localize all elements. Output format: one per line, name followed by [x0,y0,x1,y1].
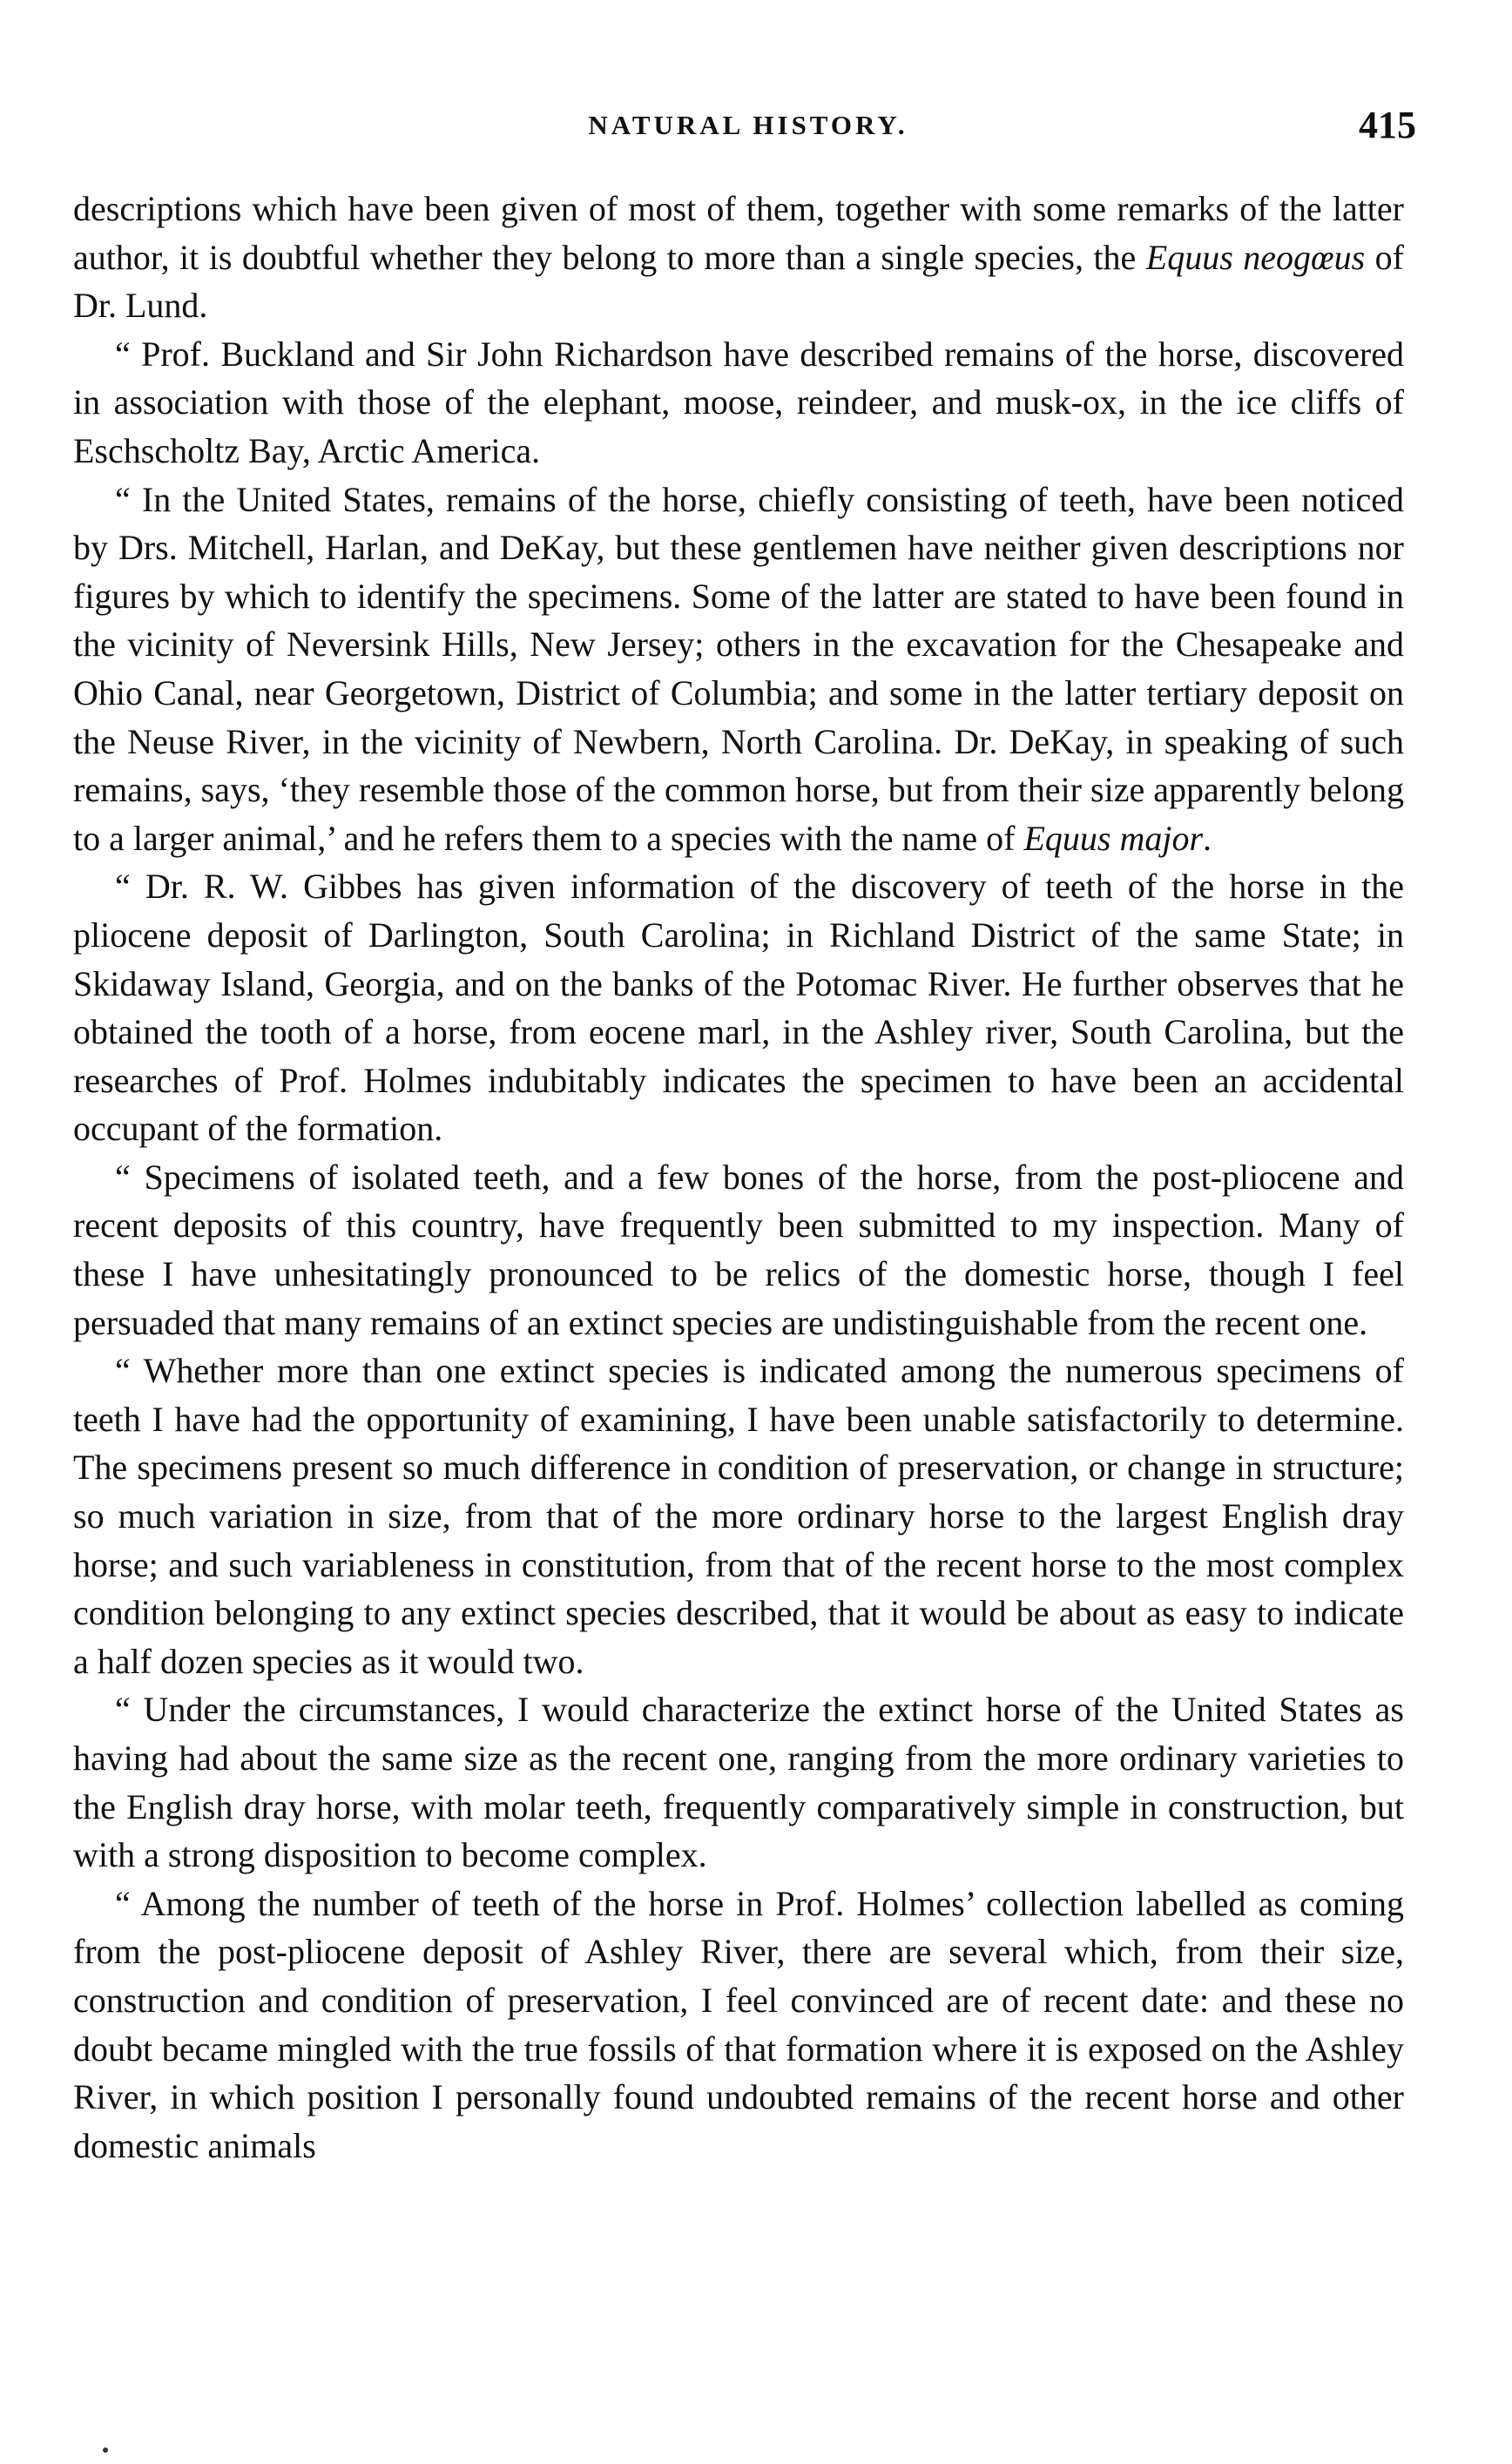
paragraph-gibbes: “ Dr. R. W. Gibbes has given information of the discovery of teeth of the horse in the pliocene deposit of Darlington, South Carolina; in Richland District of the same State; in Skidaway Island, Georgia, and on the banks of the Potomac River. He further observes that he obtained the tooth of a horse, from eocene marl, in the Ashley river, South Carolina, but the researches of Prof. Holmes indubitably indicates the specimen to have been an accidental occupant of the formation. [73,867,1404,1149]
paragraph-circumstances: “ Under the circumstances, I would characterize the extinct horse of the United States as having had about the same size as the recent one, ranging from the more ordinary varieties to the English dray horse, with molar teeth, frequently comparatively simple in construction, but with a strong disposition to become complex. [73,1690,1404,1875]
species-name: Equus neogœus [1145,237,1366,277]
paragraph-specimens: “ Specimens of isolated teeth, and a few bones of the horse, from the post-pliocene and recent deposits of this country, have frequently been submitted to my inspection. Many of these I have unhesitatingly pronounced to be relics of the domestic horse, though I feel persuaded that many remains of an extinct species are undistinguishable from the recent one. [73,1157,1404,1342]
paragraph-text: descriptions which have been given of most of them, together with some remarks of the latter author, it is doubtful whether they belong to more than a single species, the [73,189,1404,277]
paragraph-continuation [73,185,1404,330]
page-number: 415 [1359,104,1416,146]
paragraph-united-states [73,476,1404,863]
paragraph-buckland: “ Prof. Buckland and Sir John Richardson have described remains of the horse, discovered in association with those of the elephant, moose, reindeer, and musk-ox, in the ice cliffs of Eschscholtz Bay, Arctic America. [73,334,1404,470]
paragraph-species-question: “ Whether more than one extinct species is indicated among the numerous specimens of teeth I have had the opportunity of examining, I have been unable satisfactorily to determine. The specimens present so much difference in condition of preservation, or change in structure; so much variation in size, from that of the more ordinary horse to the largest English dray horse; and such variableness in constitution, from that of the recent horse to the most complex condition belonging to any extinct species described, that it would be about as easy to indicate a half dozen species as it would two. [73,1351,1404,1681]
paragraph-holmes-collection: “ Among the number of teeth of the horse in Prof. Holmes’ collection labelled as coming from the post-pliocene deposit of Ashley River, there are several which, from their size, construction and condition of preservation, I feel convinced are of recent date: and these no doubt became mingled with the true fossils of that formation where it is exposed on the Ashley River, in which position I personally found undoubted remains of the recent horse and other domestic animals [73,1883,1404,2165]
species-name: Equus major [1023,818,1204,858]
print-speck [103,2447,108,2453]
paragraph-text: of Dr. Lund. [73,237,1404,326]
running-title: NATURAL HISTORY. [588,110,908,140]
paragraph-text: . [1203,818,1212,858]
paragraph-text: “ In the United States, remains of the horse, chiefly consisting of teeth, have been noticed by Drs. Mitchell, Harlan, and DeKay, but these gentlemen have neither given descriptions nor figures by which to identify the specimens. Some of the latter are stated to have been found in the vicinity of Neversink Hills, New Jersey; others in the excavation for the Chesapeake and Ohio Canal, near Georgetown, District of Columbia; and some in the latter tertiary deposit on the Neuse River, in the vicinity of Newbern, North Carolina. Dr. DeKay, in speaking of such remains, says, ‘they resemble those of the common horse, but from their size apparently belong to a larger animal,’ and he refers them to a species with the name of [73,479,1404,858]
body-text [73,185,1404,2170]
running-head [80,103,1416,155]
